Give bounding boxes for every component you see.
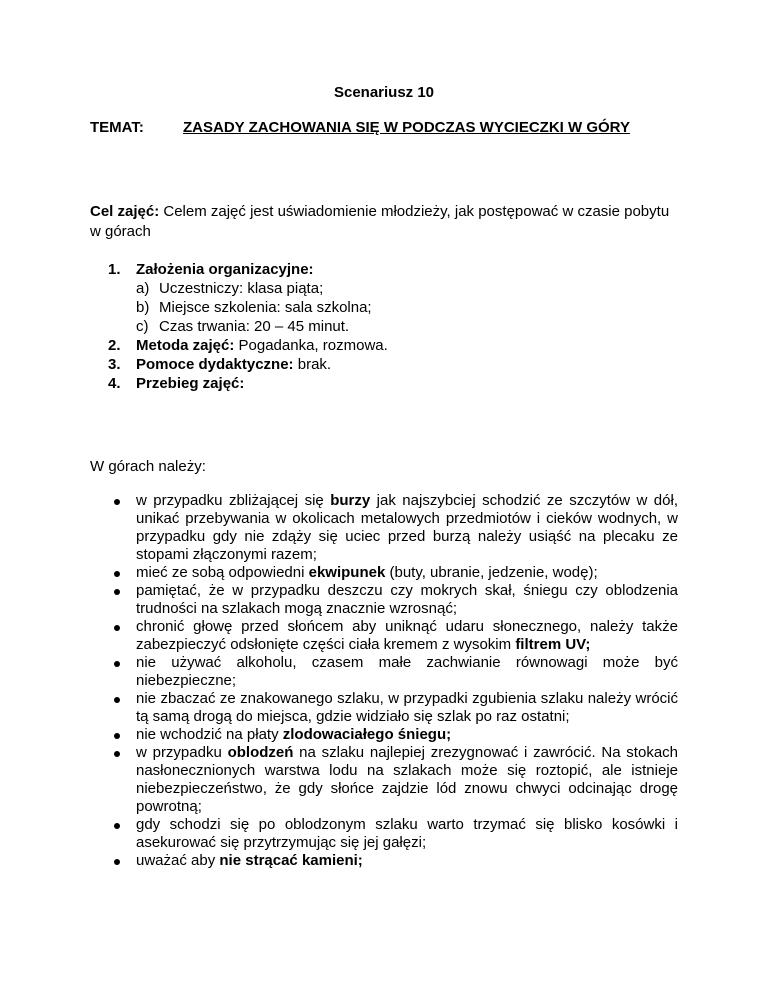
topic-label: TEMAT: [90,119,144,136]
rule-text: w przypadku [136,744,228,761]
bullet-icon [114,625,120,631]
rule-text: chronić głowę przed słońcem aby uniknąć udaru słonecznego, należy także zabezpieczyć odsłonięte części ciała kremem z wysokim [136,618,678,653]
rule-bold-text: burzy [330,492,371,509]
org-item-label: Przebieg zajęć: [136,375,245,392]
rule-item [114,852,678,870]
org-item-number: 2. [108,337,121,354]
org-item-text: brak. [293,356,332,373]
org-item-number: 1. [108,261,121,278]
rule-bold-text: nie strącać kamieni; [219,852,363,869]
rule-bold-text: ekwipunek [308,564,386,581]
org-item-aids [108,355,668,374]
org-item-label: Pomoce dydaktyczne: [136,356,294,373]
rule-item [114,690,678,726]
org-item-label: Metoda zajęć: [136,337,235,354]
org-item-method [108,336,668,355]
goal-text: Celem zajęć jest uświadomienie młodzieży, jak postępować w czasie pobytu w górach [90,203,670,240]
rule-bold-text: oblodzeń [227,744,294,761]
rule-text-after: na szlaku najlepiej zrezygnować i zawrócić. Na stokach nasłonecznionych warstwa lodu na szlakach może się roztopić, ale istnieje niebezpieczeństwo, że gdy słońce zajdzie lód znowu chwyci odcinając drogę powrotną; [136,744,679,815]
sub-item-letter: c) [136,318,149,335]
rule-text: w przypadku zbliżającej się [136,492,331,509]
rule-text: nie zbaczać ze znakowanego szlaku, w przypadki zgubienia szlaku należy wrócić tą samą drogą do miejsca, gdzie widziało się szlak po raz ostatni; [136,690,678,725]
rule-text: pamiętać, że w przypadku deszczu czy mokrych skał, śniegu czy oblodzenia trudności na szlakach mogą znacznie wzrosnąć; [136,582,678,617]
bullet-icon [114,733,120,739]
bullet-icon [114,661,120,667]
sub-item-place [136,298,668,317]
rules-intro: W górach należy: [90,458,206,475]
rule-item [114,618,678,654]
bullet-icon [114,823,120,829]
sub-item-text: Uczestniczy: klasa piąta; [159,280,324,297]
rule-item [114,654,678,690]
rule-bold-text: zlodowaciałego śniegu; [282,726,452,743]
rule-text-after: (buty, ubranie, jedzenie, wodę); [385,564,598,581]
rule-item [114,492,678,564]
org-sublist [136,279,668,336]
topic-text: ZASADY ZACHOWANIA SIĘ W PODCZAS WYCIECZKI W GÓRY [183,119,630,136]
sub-item-text: Miejsce szkolenia: sala szkolna; [159,299,372,316]
scenario-title: Scenariusz 10 [333,84,435,101]
rule-text-after: jak najszybciej schodzić ze szczytów w dół, unikać przebywania w okolicach metalowych przedmiotów i cieków wodnych, w przypadku gdy nie zdąży się uciec przed burzą należy usiąść na plecaku ze stopami złączonymi razem; [136,492,678,563]
rule-text: gdy schodzi się po oblodzonym szlaku warto trzymać się blisko kosówki i asekurować się przytrzymując się jej gałęzi; [136,816,678,851]
sub-item-letter: a) [136,280,150,297]
rule-text: nie używać alkoholu, czasem małe zachwianie równowagi może być niebezpieczne; [136,654,678,689]
bullet-icon [114,751,120,757]
rule-item [114,726,678,744]
org-item-text: Pogadanka, rozmowa. [234,337,388,354]
bullet-icon [114,499,120,505]
rule-item [114,816,678,852]
rule-item [114,582,678,618]
org-item-course [108,374,668,393]
bullet-icon [114,589,120,595]
goal-label: Cel zajęć: [90,203,160,220]
rule-text: mieć ze sobą odpowiedni [136,564,309,581]
rules-list [114,492,678,870]
org-item-label: Założenia organizacyjne: [136,261,314,278]
rule-text: nie wchodzić na płaty [136,726,283,743]
sub-item-letter: b) [136,299,150,316]
org-item-assumptions [108,260,668,336]
bullet-icon [114,859,120,865]
rule-bold-text: filtrem UV; [515,636,591,653]
rule-text: uważać aby [136,852,220,869]
bullet-icon [114,697,120,703]
org-item-number: 4. [108,375,121,392]
sub-item-duration [136,317,668,336]
goal-paragraph [90,202,670,242]
sub-item-text: Czas trwania: 20 – 45 minut. [159,318,350,335]
rule-item [114,564,678,582]
organization-list [108,260,668,393]
bullet-icon [114,571,120,577]
org-item-number: 3. [108,356,121,373]
sub-item-participants [136,279,668,298]
rule-item [114,744,678,816]
